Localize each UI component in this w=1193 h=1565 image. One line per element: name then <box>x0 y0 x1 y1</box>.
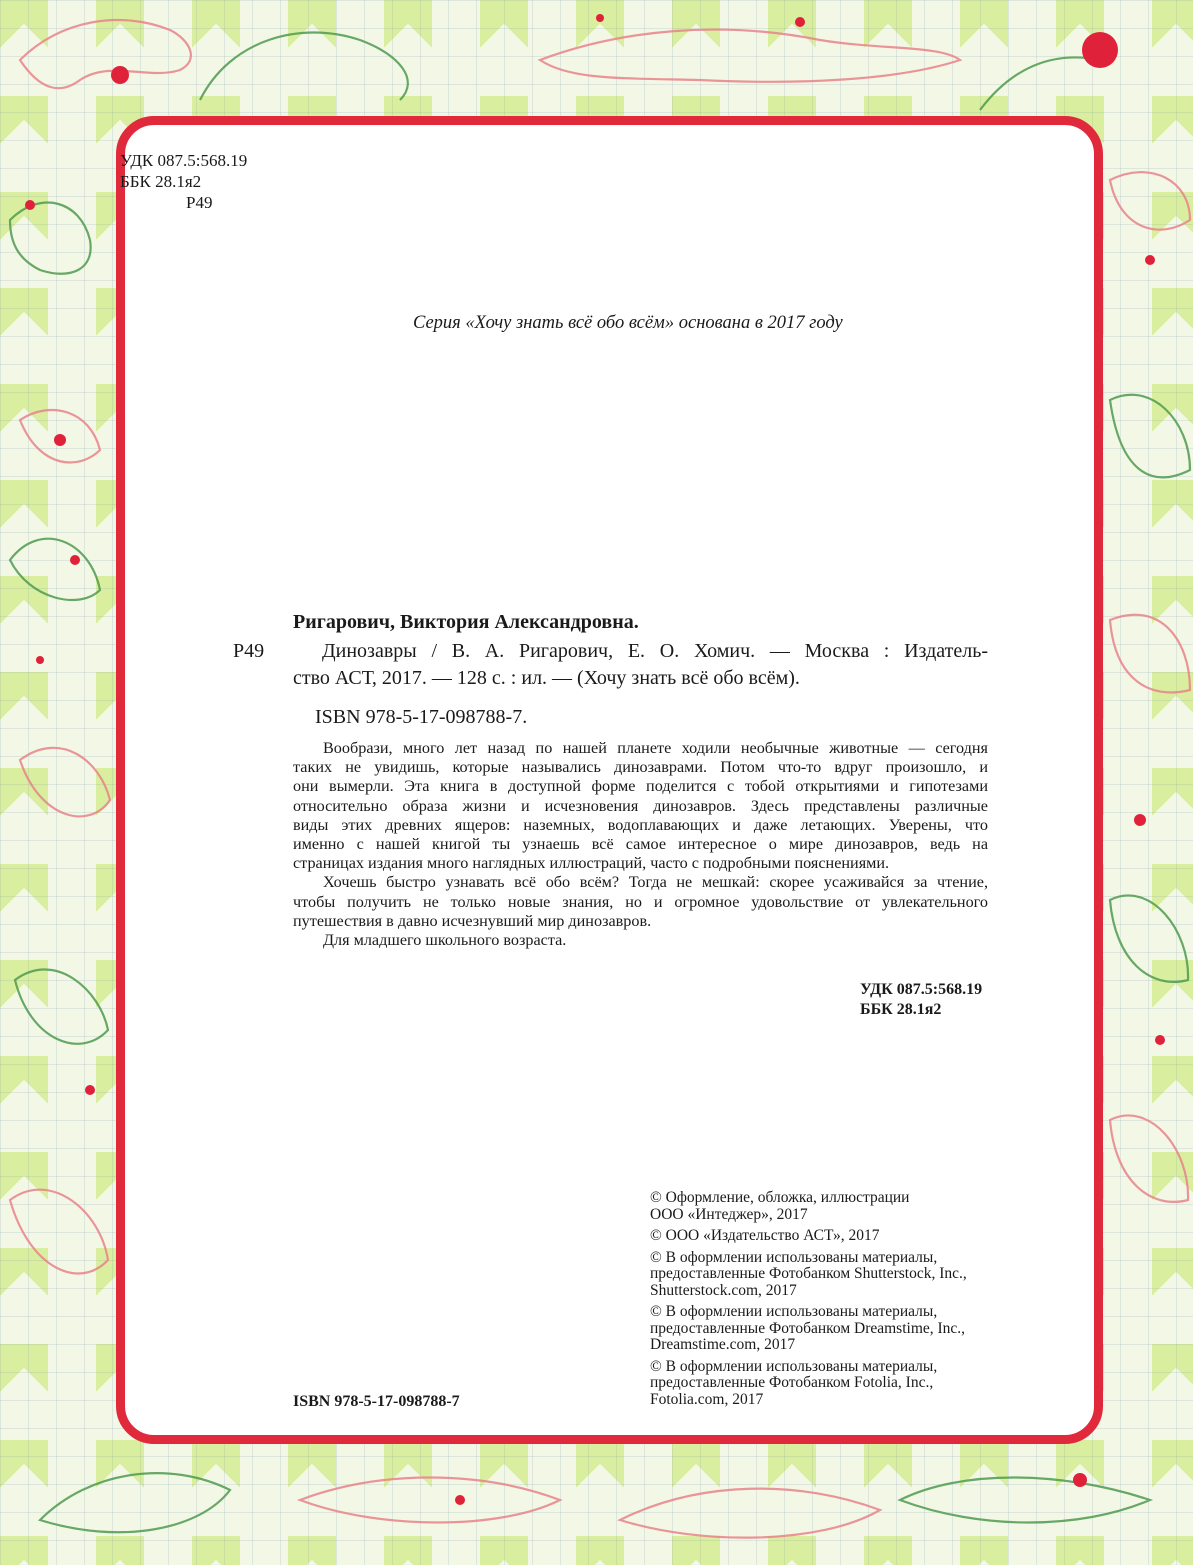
copyright-line: © В оформлении использованы материалы, <box>650 1248 938 1266</box>
annotation-line: именно с нашей книгой ты узнаешь всё самое интересное о мире динозавров, ведь на <box>293 834 988 853</box>
series-note: Серия «Хочу знать всё обо всём» основана в 2017 году <box>413 313 843 333</box>
udk-code-bottom: УДК 087.5:568.19 <box>860 981 983 998</box>
isbn-bottom: ISBN 978-5-17-098788-7 <box>293 1393 460 1410</box>
annotation-line: Вообрази, много лет назад по нашей планете ходили необычные животные — сегодня <box>323 739 988 757</box>
copyright-entry <box>650 1190 1020 1223</box>
copyright-line: © ООО «Издательство АСТ», 2017 <box>650 1227 880 1244</box>
bbk-code-bottom: ББК 28.1я2 <box>860 1001 942 1018</box>
audience-line: Для младшего школьного возраста. <box>323 930 567 949</box>
bbk-code: ББК 28.1я2 <box>120 172 202 191</box>
annotation-line: относительно образа жизни и исчезновения динозавров. Здесь представлены различные <box>293 796 988 815</box>
copyright-entry <box>650 1250 1020 1300</box>
copyright-line: предоставленные Фотобанком Fotolia, Inc., <box>650 1374 934 1391</box>
annotation-line: чтобы получить не только новые знания, но и огромное удовольствие от увлекательного <box>293 892 988 911</box>
annotation-line: таких не увидишь, которые назывались динозаврами. Потом что-то вдруг произошло, и <box>293 758 988 777</box>
annotation-line: путешествия в давно исчезнувший мир динозавров. <box>293 911 652 930</box>
author-name: Ригарович, Виктория Александровна. <box>293 611 639 633</box>
annotation-line: Хочешь быстро узнавать всё обо всём? Тогда не мешкай: скорее усаживайся за чтение, <box>323 873 988 892</box>
annotation-line: они вымерли. Эта книга в доступной форме поделится с тобой открытиями и гипотезами <box>293 777 988 796</box>
copyright-line: предоставленные Фотобанком Shutterstock, Inc., <box>650 1265 967 1282</box>
annotation-line: страницах издания много наглядных иллюстраций, часто с подробными пояснениями. <box>293 854 890 873</box>
classification-block <box>120 150 247 213</box>
annotation-line: виды этих древних ящеров: наземных, водоплавающих и даже летающих. Уверены, что <box>293 815 988 834</box>
copyright-line: © В оформлении использованы материалы, <box>650 1357 938 1375</box>
copyright-entry <box>650 1228 1020 1245</box>
copyright-block <box>650 1190 1020 1413</box>
author-mark-margin: Р49 <box>233 640 265 662</box>
copyright-line: Dreamstime.com, 2017 <box>650 1336 796 1353</box>
isbn: ISBN 978-5-17-098788-7. <box>315 706 528 728</box>
author-mark: Р49 <box>186 193 213 212</box>
copyright-line: © Оформление, обложка, иллюстрации <box>650 1189 910 1206</box>
copyright-line: © В оформлении использованы материалы, <box>650 1303 938 1320</box>
bibliographic-line-2: ство АСТ, 2017. — 128 с. : ил. — (Хочу знать всё обо всём). <box>293 667 800 689</box>
bibliographic-line-1: Динозавры / В. А. Ригарович, Е. О. Хомич. — Москва : Издатель- <box>322 640 988 662</box>
copyright-line: Fotolia.com, 2017 <box>650 1390 764 1408</box>
copyright-line: ООО «Интеджер», 2017 <box>650 1205 808 1223</box>
copyright-entry <box>650 1304 1020 1354</box>
annotation <box>293 739 988 950</box>
copyright-line: Shutterstock.com, 2017 <box>650 1281 797 1299</box>
copyright-line: предоставленные Фотобанком Dreamstime, Inc., <box>650 1319 966 1337</box>
copyright-entry <box>650 1359 1020 1409</box>
udk-code: УДК 087.5:568.19 <box>120 151 248 170</box>
bottom-classification <box>860 980 982 1020</box>
